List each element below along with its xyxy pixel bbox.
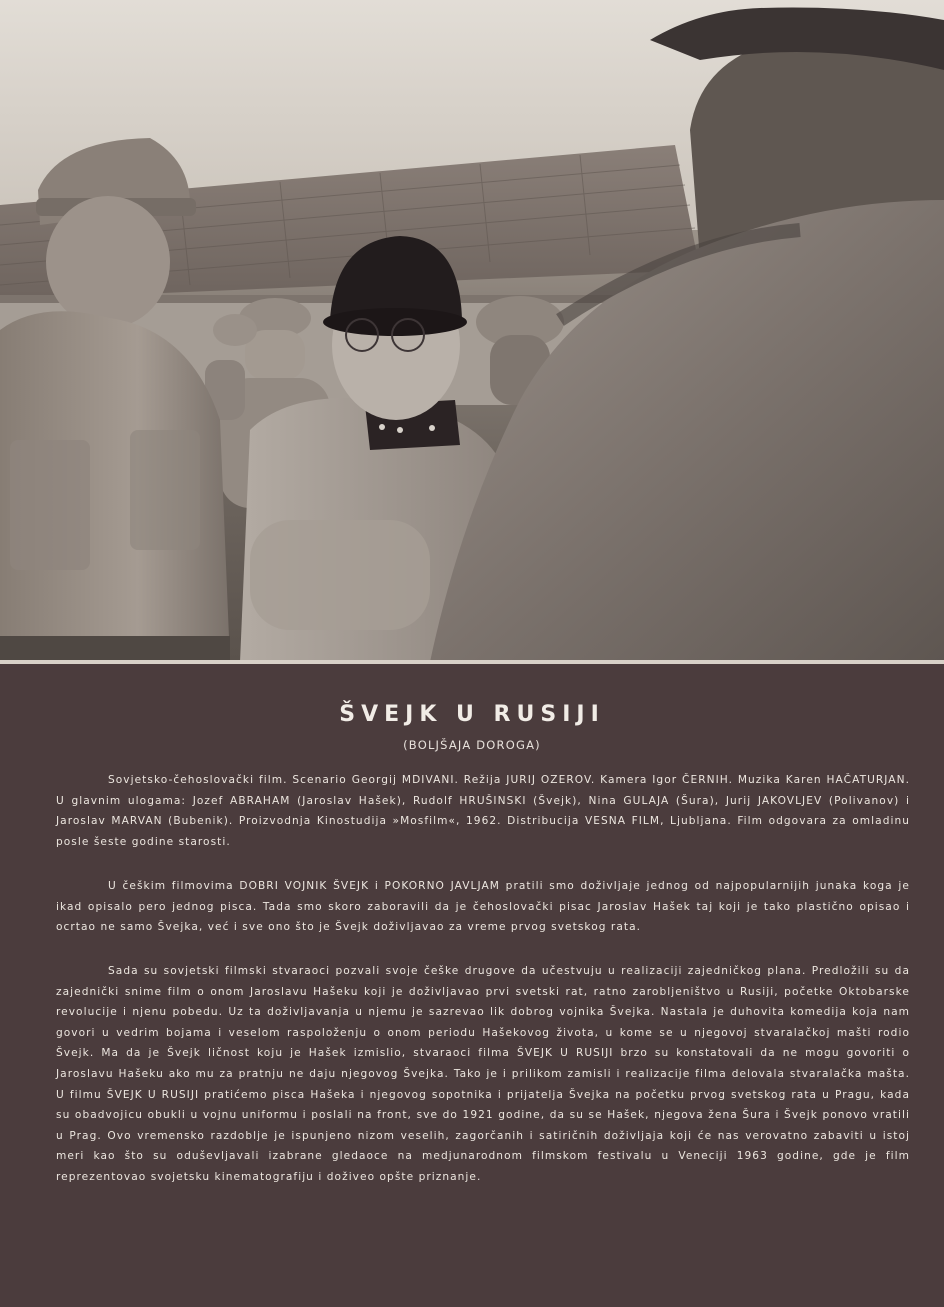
- main-paragraph: Sada su sovjetski filmski stvaraoci pozvali svoje češke drugove da učestvuju u realizaciji zajedničkog plana. Predložili su da zajednički snime film o onom Jaroslavu Hašeku koji je doživljavao prvi svetski rat, ratno zarobljeništvo u Rusiji, početke Oktobarske revolucije i njenu pobedu. Uz ta doživljavanja u njemu je sazrevao lik dobrog vojnika Švejka. Nastala je duhovita komedija koja nam govori u vedrim bojama i veselom raspoloženju o onom periodu Hašekovog života, u kome se u njegovoj stvaralačkoj mašti rodio Švejk. Ma da je Švejk ličnost koju je Hašek izmislio, stvaraoci filma ŠVEJK U RUSIJI brzo su konstatovali da ne mogu govoriti o Jaroslavu Hašeku ako mu za pratnju ne daju njegovog Švejka. Tako je i prilikom zamisli i realizacije filma delovala stvaralačka mašta. U filmu ŠVEJK U RUSIJI pratićemo pisca Hašeka i njegovog sopotnika i prijatelja Švejka na početku prvog svetskog rata u Pragu, kada su obadvojicu obukli u vojnu uniformu i poslali na front, sve do 1921 godine, da su se Hašek, njegova žena Šura i Švejk ponovo vratili u Prag. Ovo vremensko razdoblje je ispunjeno nizom veselih, zagorčanih i satiričnih doživljaja koji će nas verovatno zabaviti u istoj meri kao što su oduševljavali izabrane gledaoce na medjunarodnom filmskom festivalu u Veneciji 1963 godine, gde je film reprezentovao svojetsku kinematografiju i doživeo opšte priznanje.: [56, 965, 910, 1183]
- article-panel: [0, 664, 944, 1307]
- intro-paragraph: U češkim filmovima DOBRI VOJNIK ŠVEJK i POKORNO JAVLJAM pratili smo doživljaje jednog od najpopularnijih junaka koga je ikad opisalo pero jednog pisca. Tada smo skoro zaboravili da je čehoslovački pisac Jaroslav Hašek taj koji je tako plastično opisao i ocrtao ne samo Švejka, već i sve ono što je Švejk doživljavao za vreme prvog svetskog rata.: [56, 880, 910, 934]
- article-subtitle: (BOLJŠAJA DOROGA): [403, 738, 541, 752]
- article-title: ŠVEJK U RUSIJI: [339, 702, 605, 727]
- film-credits-paragraph: Sovjetsko-čehoslovački film. Scenario Georgij MDIVANI. Režija JURIJ OZEROV. Kamera Igor ČERNIH. Muzika Karen HAČATURJAN. U glavnim ulogama: Jozef ABRAHAM (Jaroslav Hašek), Rudolf HRUŠINSKI (Švejk), Nina GULAJA (Šura), Jurij JAKOVLJEV (Polivanov) i Jaroslav MARVAN (Bubenik). Proizvodnja Kinostudija »Mosfilm«, 1962. Distribucija VESNA FILM, Ljubljana. Film odgovara za omladinu posle šeste godine starosti.: [56, 774, 910, 848]
